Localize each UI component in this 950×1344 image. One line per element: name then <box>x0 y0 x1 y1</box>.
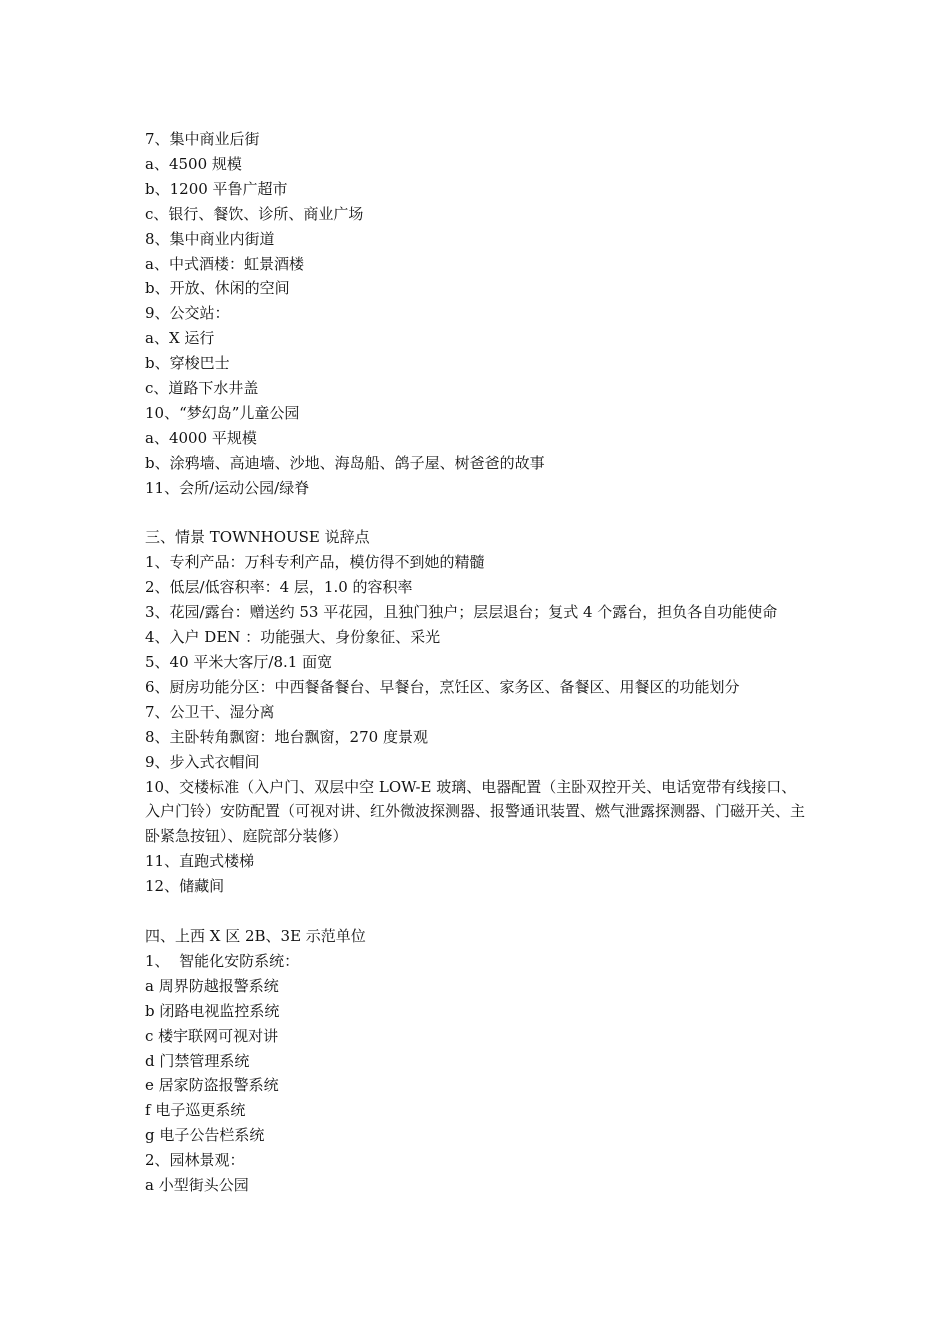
list-item: a 小型街头公园 <box>145 1176 249 1195</box>
list-item: c、道路下水井盖 <box>145 379 259 398</box>
list-item: a 周界防越报警系统 <box>145 976 279 995</box>
document-body <box>145 127 811 1198</box>
list-item: b、穿梭巴士 <box>145 354 230 373</box>
list-item: 8、集中商业内街道 <box>145 229 275 248</box>
blank-line <box>145 501 811 526</box>
list-item: a、中式酒楼：虹景酒楼 <box>145 254 304 273</box>
blank-line <box>145 899 811 924</box>
list-item: e 居家防盗报警系统 <box>145 1076 279 1095</box>
list-item: 11、会所/运动公园/绿脊 <box>145 478 310 497</box>
list-item: d 门禁管理系统 <box>145 1051 250 1070</box>
list-item: 1、专利产品：万科专利产品，模仿得不到她的精髓 <box>145 553 485 572</box>
list-item: 7、公卫干、湿分离 <box>145 702 275 721</box>
list-item: a、4000 平规模 <box>145 428 257 447</box>
list-item: g 电子公告栏系统 <box>145 1126 265 1145</box>
list-item: 7、集中商业后街 <box>145 130 260 148</box>
list-item: 3、花园/露台：赠送约 53 平花园，且独门独户；层层退台；复式 4 个露台，担负各自功能使命 <box>145 603 778 622</box>
list-item: 1、 智能化安防系统： <box>145 951 300 970</box>
section-heading: 三、情景 TOWNHOUSE 说辞点 <box>145 528 370 547</box>
section-heading: 四、上西 X 区 2B、3E 示范单位 <box>145 926 366 945</box>
list-item: 6、厨房功能分区：中西餐备餐台、早餐台，烹饪区、家务区、备餐区、用餐区的功能划分 <box>145 677 740 696</box>
list-item: c 楼宇联网可视对讲 <box>145 1026 279 1045</box>
list-item: b、开放、休闲的空间 <box>145 279 290 298</box>
list-item: 12、储藏间 <box>145 877 225 896</box>
list-item: a、X 运行 <box>145 329 215 348</box>
list-item: 10、“梦幻岛”儿童公园 <box>145 403 300 422</box>
list-item: 10、交楼标准（入户门、双层中空 LOW-E 玻璃、电器配置（主卧双控开关、电话宽带有线接口、入户门铃）安防配置（可视对讲、红外微波探测器、报警通讯装置、燃气泄露探测器、门磁开关、主卧紧急按钮）、庭院部分装修） <box>145 777 806 846</box>
list-item: a、4500 规模 <box>145 154 242 173</box>
list-item: 2、园林景观： <box>145 1151 245 1170</box>
list-item: f 电子巡更系统 <box>145 1101 246 1120</box>
list-item: 8、主卧转角飘窗：地台飘窗，270 度景观 <box>145 727 428 746</box>
list-item: 4、入户 DEN ：功能强大、身份象征、采光 <box>145 628 441 647</box>
list-item: 11、直跑式楼梯 <box>145 852 255 871</box>
list-item: b、涂鸦墙、高迪墙、沙地、海岛船、鸽子屋、树爸爸的故事 <box>145 453 545 472</box>
list-item: b 闭路电视监控系统 <box>145 1001 280 1020</box>
list-item: 9、公交站： <box>145 304 230 323</box>
list-item: 9、步入式衣帽间 <box>145 752 260 771</box>
list-item: c、银行、餐饮、诊所、商业广场 <box>145 204 364 223</box>
list-item: b、1200 平鲁广超市 <box>145 179 288 198</box>
list-item: 5、40 平米大客厅/8.1 面宽 <box>145 653 333 672</box>
list-item: 2、低层/低容积率：4 层，1.0 的容积率 <box>145 578 413 597</box>
